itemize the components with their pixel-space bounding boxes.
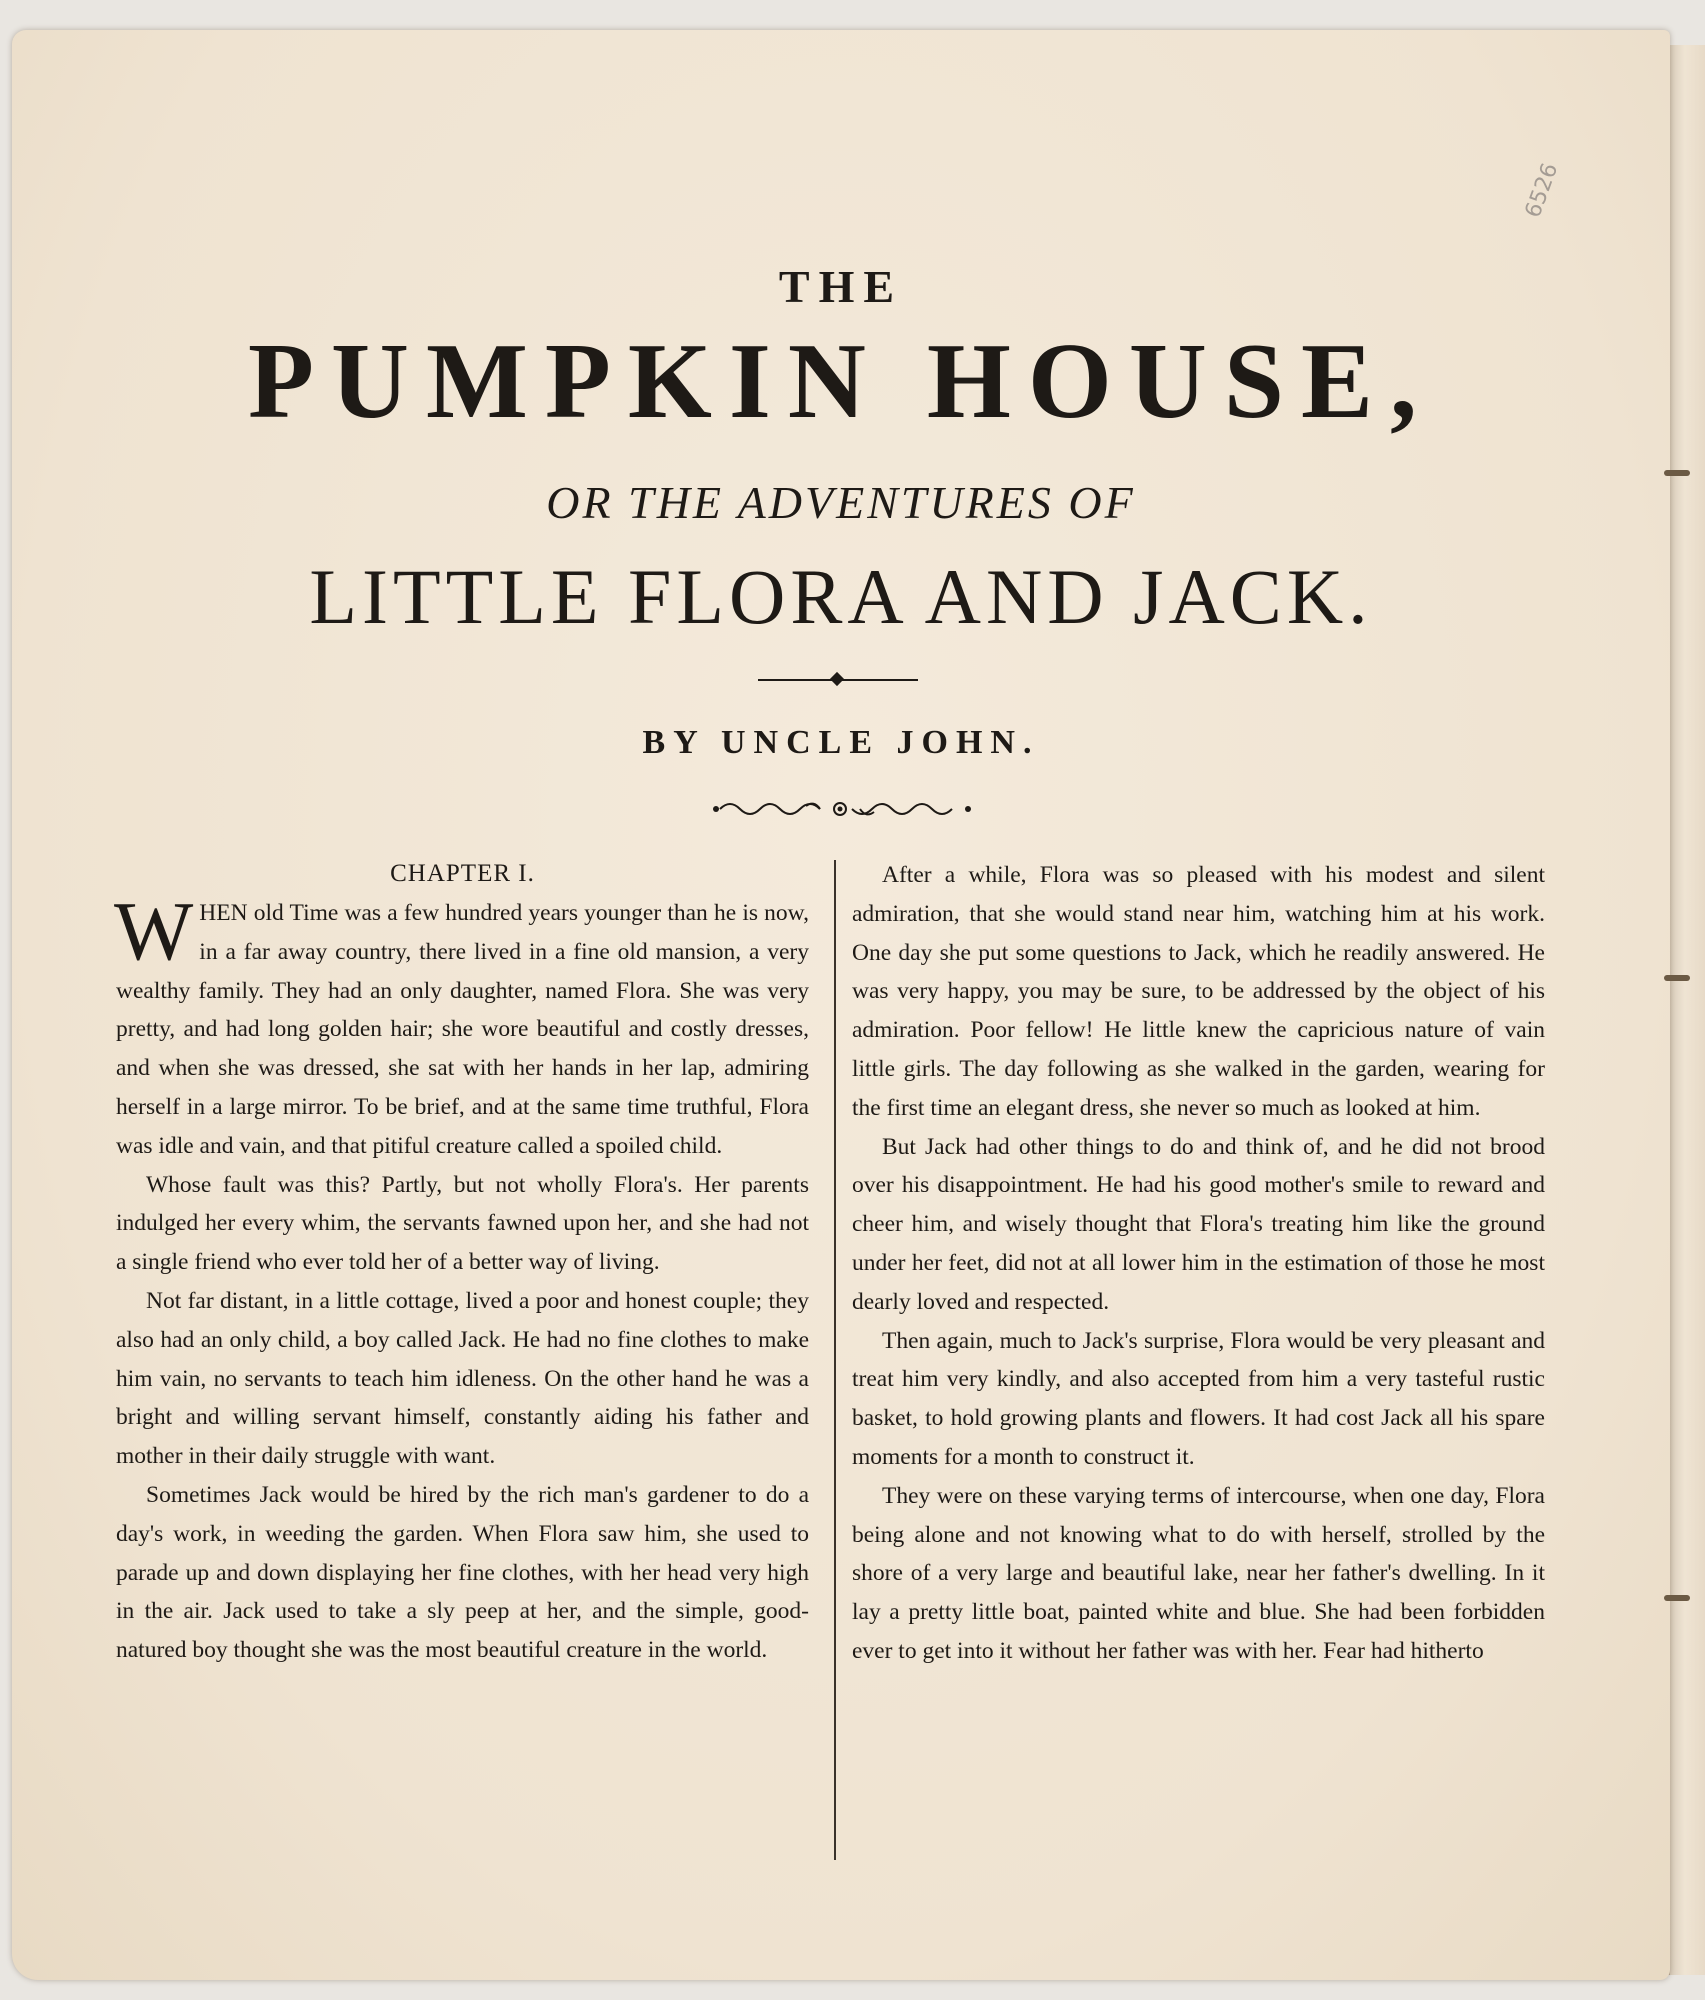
paragraph: Whose fault was this? Partly, but not wholly Flora's. Her parents indulged her every whim, the servants fawned upon her, and she had not a single friend who ever told her of a better way of living. bbox=[116, 1171, 809, 1276]
paragraph: But Jack had other things to do and think of, and he did not brood over his disappointment. He had his good mother's smile to reward and cheer him, and wisely thought that Flora's treating him like the ground under her feet, did not at all lower him in the estimation of those he most dearly loved and respected. bbox=[852, 1133, 1545, 1315]
text-column-right bbox=[852, 856, 1545, 1671]
pencil-note: 6526 bbox=[1520, 159, 1564, 222]
title-article: THE bbox=[778, 261, 904, 312]
opening-paragraph bbox=[114, 885, 809, 1166]
drop-cap: W bbox=[114, 885, 194, 978]
adjacent-page-edge bbox=[1668, 45, 1705, 1975]
author-byline: BY UNCLE JOHN. bbox=[642, 724, 1040, 761]
book-page bbox=[12, 30, 1670, 1980]
binding-stitch bbox=[1664, 1595, 1690, 1601]
chapter-heading: CHAPTER I. bbox=[390, 860, 535, 887]
page-title: PUMPKIN HOUSE, bbox=[247, 322, 1434, 441]
paragraph: After a while, Flora was so pleased with his modest and silent admiration, that she would stand near him, watching him at his work. One day she put some questions to Jack, which he readily answered. He was very happy, you may be sure, to be addressed by the object of his admiration. Poor fellow! He little knew the capricious nature of vain little girls. The day following as she walked in the garden, wearing for the first time an elegant dress, she never so much as looked at him. bbox=[852, 862, 1545, 1121]
column-divider bbox=[834, 860, 836, 1860]
decorative-ornament bbox=[712, 796, 972, 822]
paragraph: Not far distant, in a little cottage, lived a poor and honest couple; they also had an only child, a boy called Jack. He had no fine clothes to make him vain, no servants to teach him idleness. On the other hand he was a bright and willing servant himself, constantly aiding his father and mother in their daily struggle with want. bbox=[116, 1287, 809, 1470]
text-column-left bbox=[116, 856, 809, 1670]
paragraph: They were on these varying terms of intercourse, when one day, Flora being alone and not knowing what to do with herself, strolled by the shore of a very large and beautiful lake, near her father's dwelling. In it lay a pretty little boat, painted white and blue. She had been forbidden ever to get into it without her father was with her. Fear had hitherto bbox=[852, 1482, 1545, 1664]
binding-stitch bbox=[1664, 975, 1690, 981]
paragraph: Then again, much to Jack's surprise, Flora would be very pleasant and treat him very kindly, and also accepted from him a very tasteful rustic basket, to hold growing plants and flowers. It had cost Jack all his spare moments for a month to construct it. bbox=[852, 1327, 1545, 1470]
opening-text: HEN old Time was a few hundred years younger than he is now, in a far away country, there lived in a fine old mansion, a very wealthy family. They had an only daughter, named Flora. She was very pretty, and had long golden hair; she wore beautiful and costly dresses, and when she was dressed, she sat with her hands in her lap, admiring herself in a large mirror. To be brief, and at the same time truthful, Flora was idle and vain, and that pitiful creature called a spoiled child. bbox=[116, 900, 809, 1159]
title-names: LITTLE FLORA AND JACK. bbox=[309, 553, 1373, 640]
title-subtitle: OR THE ADVENTURES OF bbox=[546, 477, 1136, 528]
rule-diamond bbox=[830, 672, 844, 686]
paragraph: Sometimes Jack would be hired by the rich man's gardener to do a day's work, in weeding the garden. When Flora saw him, she used to parade up and down displaying her fine clothes, with her head very high in the air. Jack used to take a sly peep at her, and the simple, good-natured boy thought she was the most beautiful creature in the world. bbox=[116, 1481, 809, 1664]
